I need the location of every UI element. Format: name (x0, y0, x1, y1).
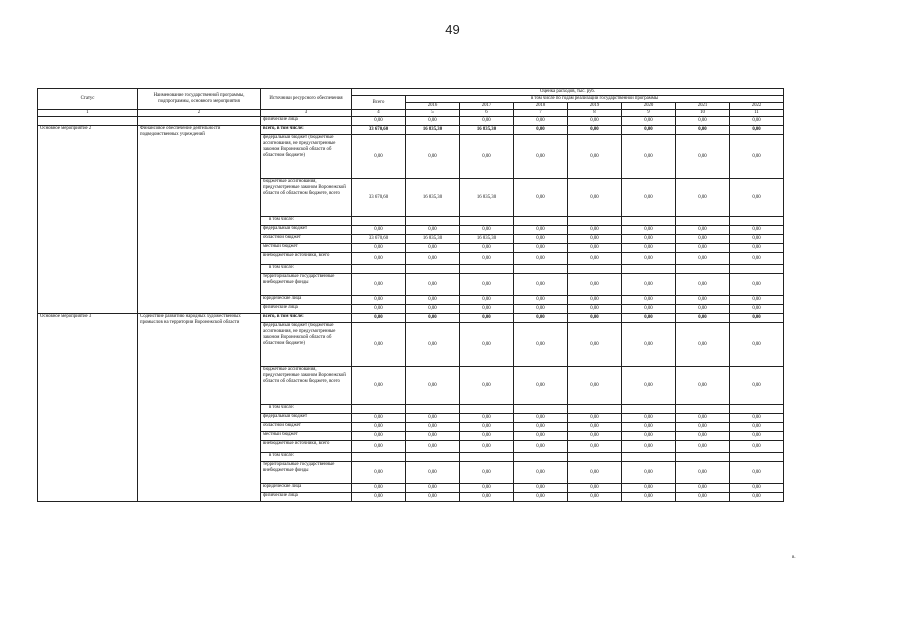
value-year: 0,00 (406, 462, 460, 484)
value-year: 0,00 (568, 423, 622, 432)
value-total: 0,00 (352, 323, 406, 367)
value-year (406, 265, 460, 274)
value-year (460, 453, 514, 462)
value-year: 0,00 (730, 135, 784, 179)
value-year: 0,00 (568, 367, 622, 405)
value-year: 0,00 (514, 423, 568, 432)
value-year: 0,00 (406, 274, 460, 296)
table-body (38, 117, 784, 502)
header-column-index: 10 (676, 110, 730, 117)
funding-source-cell: всего, в том числе: (261, 126, 352, 135)
expense-table-sheet (37, 88, 783, 502)
value-year: 0,00 (406, 135, 460, 179)
value-total: 33 670,60 (352, 126, 406, 135)
funding-source-cell: всего, в том числе: (261, 314, 352, 323)
value-year: 0,00 (406, 423, 460, 432)
funding-source-cell: внебюджетные источники, всего (261, 253, 352, 265)
header-year: 2016 (406, 103, 460, 110)
value-year: 0,00 (460, 484, 514, 493)
value-year: 16 835,30 (406, 235, 460, 244)
value-year: 0,00 (676, 226, 730, 235)
value-year: 0,00 (622, 462, 676, 484)
value-year: 0,00 (514, 367, 568, 405)
value-year: 0,00 (514, 441, 568, 453)
value-year: 0,00 (406, 493, 460, 502)
value-year: 0,00 (622, 253, 676, 265)
value-year (730, 265, 784, 274)
value-year: 0,00 (622, 493, 676, 502)
value-year: 0,00 (730, 414, 784, 423)
value-year: 0,00 (460, 423, 514, 432)
value-year: 0,00 (460, 253, 514, 265)
header-year: 2017 (460, 103, 514, 110)
value-year: 0,00 (622, 484, 676, 493)
expense-table (37, 88, 784, 502)
value-year: 0,00 (460, 244, 514, 253)
value-total: 0,00 (352, 274, 406, 296)
event-name: Содействие развитию народных художественных промыслов на территории Воронежской области (138, 314, 261, 502)
value-year: 0,00 (622, 423, 676, 432)
value-year: 0,00 (406, 305, 460, 314)
funding-source-cell: местный бюджет (261, 244, 352, 253)
value-year: 0,00 (514, 493, 568, 502)
value-total: 0,00 (352, 462, 406, 484)
value-year: 0,00 (406, 296, 460, 305)
funding-source-cell: юридические лица (261, 296, 352, 305)
value-year: 0,00 (622, 126, 676, 135)
value-year: 0,00 (568, 484, 622, 493)
value-year: 0,00 (730, 423, 784, 432)
value-year: 0,00 (568, 296, 622, 305)
value-year: 0,00 (406, 432, 460, 441)
value-year: 0,00 (514, 226, 568, 235)
value-year: 0,00 (730, 235, 784, 244)
value-year: 0,00 (406, 244, 460, 253)
value-year: 0,00 (514, 179, 568, 217)
value-year (730, 453, 784, 462)
program-cell (138, 117, 261, 126)
value-total: 0,00 (352, 226, 406, 235)
header-total: Всего (352, 96, 406, 110)
header-column-index: 4 (352, 110, 406, 117)
value-year: 0,00 (568, 441, 622, 453)
funding-source-cell: федеральный бюджет (бюджетные ассигнования, не предусмотренные законом Воронежской области об областном бюджете) (261, 135, 352, 179)
value-year: 0,00 (514, 414, 568, 423)
value-year: 0,00 (568, 235, 622, 244)
value-year: 0,00 (676, 423, 730, 432)
funding-source-cell: физические лица (261, 117, 352, 126)
funding-source-cell: в том числе: (261, 405, 352, 414)
header-year: 2021 (676, 103, 730, 110)
value-year (568, 265, 622, 274)
value-year: 0,00 (460, 432, 514, 441)
funding-source-cell: физические лица (261, 493, 352, 502)
value-year: 0,00 (568, 493, 622, 502)
funding-source-cell: бюджетные ассигнования, предусмотренные законом Воронежской области об областном бюджете, всего (261, 367, 352, 405)
header-column-index: 5 (406, 110, 460, 117)
value-year: 0,00 (568, 305, 622, 314)
value-year: 0,00 (730, 244, 784, 253)
value-year: 0,00 (514, 235, 568, 244)
value-year: 0,00 (676, 296, 730, 305)
value-year: 0,00 (514, 253, 568, 265)
value-total: 0,00 (352, 493, 406, 502)
value-year: 0,00 (460, 367, 514, 405)
value-year (568, 405, 622, 414)
value-year: 16 835,30 (406, 179, 460, 217)
value-total: 0,00 (352, 441, 406, 453)
value-total: 0,00 (352, 117, 406, 126)
value-year: 0,00 (514, 274, 568, 296)
funding-source-cell: территориальные государственные внебюджетные фонды (261, 462, 352, 484)
value-year: 0,00 (730, 493, 784, 502)
value-year: 0,00 (676, 117, 730, 126)
event-name: Финансовое обеспечение деятельности подведомственных учреждений (138, 126, 261, 314)
value-year: 0,00 (730, 314, 784, 323)
funding-source-cell: физические лица (261, 305, 352, 314)
value-year: 16 835,30 (460, 235, 514, 244)
value-year (406, 217, 460, 226)
value-year (676, 405, 730, 414)
value-year: 0,00 (622, 244, 676, 253)
header-index-row (38, 110, 784, 117)
value-year: 0,00 (676, 441, 730, 453)
value-year (460, 405, 514, 414)
value-year: 0,00 (460, 414, 514, 423)
event-status: Основное мероприятие 2 (38, 126, 138, 314)
header-program-name: Наименование государственной программы, подпрограммы, основного мероприятия (138, 89, 261, 110)
value-year: 0,00 (676, 484, 730, 493)
value-year: 0,00 (406, 314, 460, 323)
value-year: 0,00 (730, 179, 784, 217)
value-year: 0,00 (514, 135, 568, 179)
value-year: 0,00 (730, 462, 784, 484)
value-year: 0,00 (568, 244, 622, 253)
value-year: 0,00 (460, 441, 514, 453)
value-year: 0,00 (730, 253, 784, 265)
value-year: 0,00 (460, 296, 514, 305)
value-year: 0,00 (406, 226, 460, 235)
value-year: 0,00 (568, 135, 622, 179)
event-status: Основное мероприятие 3 (38, 314, 138, 502)
table-row (38, 126, 784, 135)
value-year: 0,00 (406, 414, 460, 423)
value-year (568, 453, 622, 462)
header-column-index: 3 (261, 110, 352, 117)
value-year: 0,00 (730, 441, 784, 453)
value-year: 0,00 (514, 314, 568, 323)
value-year: 0,00 (460, 305, 514, 314)
value-year: 0,00 (730, 305, 784, 314)
value-year: 0,00 (514, 244, 568, 253)
value-year: 0,00 (514, 432, 568, 441)
value-year: 0,00 (460, 274, 514, 296)
value-total: 0,00 (352, 253, 406, 265)
value-year: 0,00 (676, 244, 730, 253)
value-year (622, 405, 676, 414)
value-year: 0,00 (514, 462, 568, 484)
value-year (730, 217, 784, 226)
header-column-index: 9 (622, 110, 676, 117)
value-year: 0,00 (676, 323, 730, 367)
value-year (460, 265, 514, 274)
value-total: 0,00 (352, 305, 406, 314)
value-year: 0,00 (568, 253, 622, 265)
value-year: 0,00 (730, 226, 784, 235)
funding-source-cell: федеральный бюджет (261, 226, 352, 235)
value-year: 0,00 (730, 367, 784, 405)
funding-source-cell: областной бюджет (261, 423, 352, 432)
value-year: 0,00 (622, 179, 676, 217)
funding-source-cell: федеральный бюджет (бюджетные ассигнования, не предусмотренные законом Воронежской области об областном бюджете) (261, 323, 352, 367)
value-year: 0,00 (514, 305, 568, 314)
value-year: 0,00 (514, 484, 568, 493)
value-year: 0,00 (514, 323, 568, 367)
value-year: 0,00 (676, 305, 730, 314)
value-year: 0,00 (730, 126, 784, 135)
funding-source-cell: в том числе: (261, 265, 352, 274)
value-year: 0,00 (676, 432, 730, 441)
value-total: 33 670,60 (352, 179, 406, 217)
value-year: 0,00 (622, 296, 676, 305)
value-year: 0,00 (460, 323, 514, 367)
value-total: 0,00 (352, 135, 406, 179)
value-year (676, 217, 730, 226)
value-year: 0,00 (676, 314, 730, 323)
status-cell (38, 117, 138, 126)
value-year: 0,00 (622, 432, 676, 441)
value-total (352, 453, 406, 462)
value-year (514, 265, 568, 274)
value-year (622, 217, 676, 226)
value-year: 0,00 (622, 235, 676, 244)
value-year: 0,00 (622, 367, 676, 405)
value-year: 0,00 (514, 117, 568, 126)
value-total: 0,00 (352, 414, 406, 423)
value-year: 0,00 (676, 253, 730, 265)
header-by-year: в том числе по годам реализации государственной программы (406, 96, 784, 103)
value-year: 0,00 (730, 432, 784, 441)
header-year: 2020 (622, 103, 676, 110)
value-year: 0,00 (568, 126, 622, 135)
table-row (38, 117, 784, 126)
corner-mark: в. (792, 555, 796, 560)
value-year: 0,00 (622, 414, 676, 423)
funding-source-cell: местный бюджет (261, 432, 352, 441)
value-year: 0,00 (676, 235, 730, 244)
funding-source-cell: территориальные государственные внебюджетные фонды (261, 274, 352, 296)
value-total: 0,00 (352, 296, 406, 305)
value-year (514, 217, 568, 226)
value-year: 0,00 (568, 314, 622, 323)
value-year: 0,00 (406, 367, 460, 405)
value-year: 0,00 (622, 274, 676, 296)
header-year: 2018 (514, 103, 568, 110)
value-year: 0,00 (514, 126, 568, 135)
value-total: 0,00 (352, 423, 406, 432)
value-year: 0,00 (406, 253, 460, 265)
header-year: 2019 (568, 103, 622, 110)
value-year: 0,00 (730, 274, 784, 296)
value-year: 0,00 (730, 117, 784, 126)
value-total: 0,00 (352, 367, 406, 405)
header-column-index: 1 (38, 110, 138, 117)
value-year: 0,00 (676, 135, 730, 179)
value-year: 0,00 (622, 117, 676, 126)
value-year (730, 405, 784, 414)
value-year: 16 835,30 (460, 126, 514, 135)
value-year: 0,00 (460, 493, 514, 502)
value-year: 0,00 (568, 274, 622, 296)
value-year: 0,00 (568, 323, 622, 367)
value-year: 0,00 (676, 367, 730, 405)
value-year: 0,00 (730, 484, 784, 493)
value-year: 0,00 (406, 484, 460, 493)
header-column-index: 7 (514, 110, 568, 117)
value-year: 0,00 (676, 493, 730, 502)
value-year: 0,00 (676, 414, 730, 423)
value-year (676, 265, 730, 274)
value-year: 0,00 (622, 314, 676, 323)
header-column-index: 2 (138, 110, 261, 117)
value-year: 0,00 (676, 462, 730, 484)
header-funding-source: Источники ресурсного обеспечения (261, 89, 352, 110)
value-year: 0,00 (460, 314, 514, 323)
value-total: 0,00 (352, 484, 406, 493)
value-year: 0,00 (730, 296, 784, 305)
header-year: 2022 (730, 103, 784, 110)
value-year: 0,00 (568, 432, 622, 441)
header-column-index: 11 (730, 110, 784, 117)
value-year (514, 453, 568, 462)
value-year: 0,00 (568, 179, 622, 217)
header-estimate: Оценка расходов, тыс. руб. (352, 89, 784, 96)
value-year: 0,00 (460, 462, 514, 484)
value-total: 33 670,60 (352, 235, 406, 244)
value-year (460, 217, 514, 226)
value-year: 0,00 (622, 441, 676, 453)
table-row (38, 314, 784, 323)
value-year: 16 835,30 (406, 126, 460, 135)
value-year: 0,00 (406, 323, 460, 367)
funding-source-cell: в том числе: (261, 453, 352, 462)
value-total: 0,00 (352, 314, 406, 323)
value-year: 0,00 (676, 274, 730, 296)
value-year: 0,00 (622, 226, 676, 235)
header-status: Статус (38, 89, 138, 110)
value-year: 0,00 (730, 323, 784, 367)
value-year: 0,00 (514, 296, 568, 305)
value-total (352, 405, 406, 414)
header-column-index: 6 (460, 110, 514, 117)
value-year: 0,00 (460, 135, 514, 179)
value-year (406, 453, 460, 462)
value-year (622, 453, 676, 462)
funding-source-cell: юридические лица (261, 484, 352, 493)
page-number: 49 (445, 22, 460, 37)
funding-source-cell: внебюджетные источники, всего (261, 441, 352, 453)
value-year: 0,00 (406, 441, 460, 453)
value-year: 0,00 (568, 226, 622, 235)
value-year: 0,00 (460, 117, 514, 126)
value-year (676, 453, 730, 462)
value-year: 16 835,30 (460, 179, 514, 217)
value-year (622, 265, 676, 274)
value-total: 0,00 (352, 244, 406, 253)
value-year: 0,00 (568, 462, 622, 484)
value-year: 0,00 (460, 226, 514, 235)
value-year (568, 217, 622, 226)
value-total (352, 265, 406, 274)
funding-source-cell: в том числе: (261, 217, 352, 226)
value-year: 0,00 (622, 135, 676, 179)
funding-source-cell: бюджетные ассигнования, предусмотренные законом Воронежской области об областном бюджете, всего (261, 179, 352, 217)
value-year (406, 405, 460, 414)
value-year: 0,00 (676, 179, 730, 217)
value-year: 0,00 (622, 305, 676, 314)
value-total: 0,00 (352, 432, 406, 441)
value-year: 0,00 (676, 126, 730, 135)
value-year: 0,00 (568, 117, 622, 126)
value-year: 0,00 (406, 117, 460, 126)
value-year: 0,00 (568, 414, 622, 423)
funding-source-cell: федеральный бюджет (261, 414, 352, 423)
value-total (352, 217, 406, 226)
value-year: 0,00 (622, 323, 676, 367)
value-year (514, 405, 568, 414)
header-column-index: 8 (568, 110, 622, 117)
funding-source-cell: областной бюджет (261, 235, 352, 244)
